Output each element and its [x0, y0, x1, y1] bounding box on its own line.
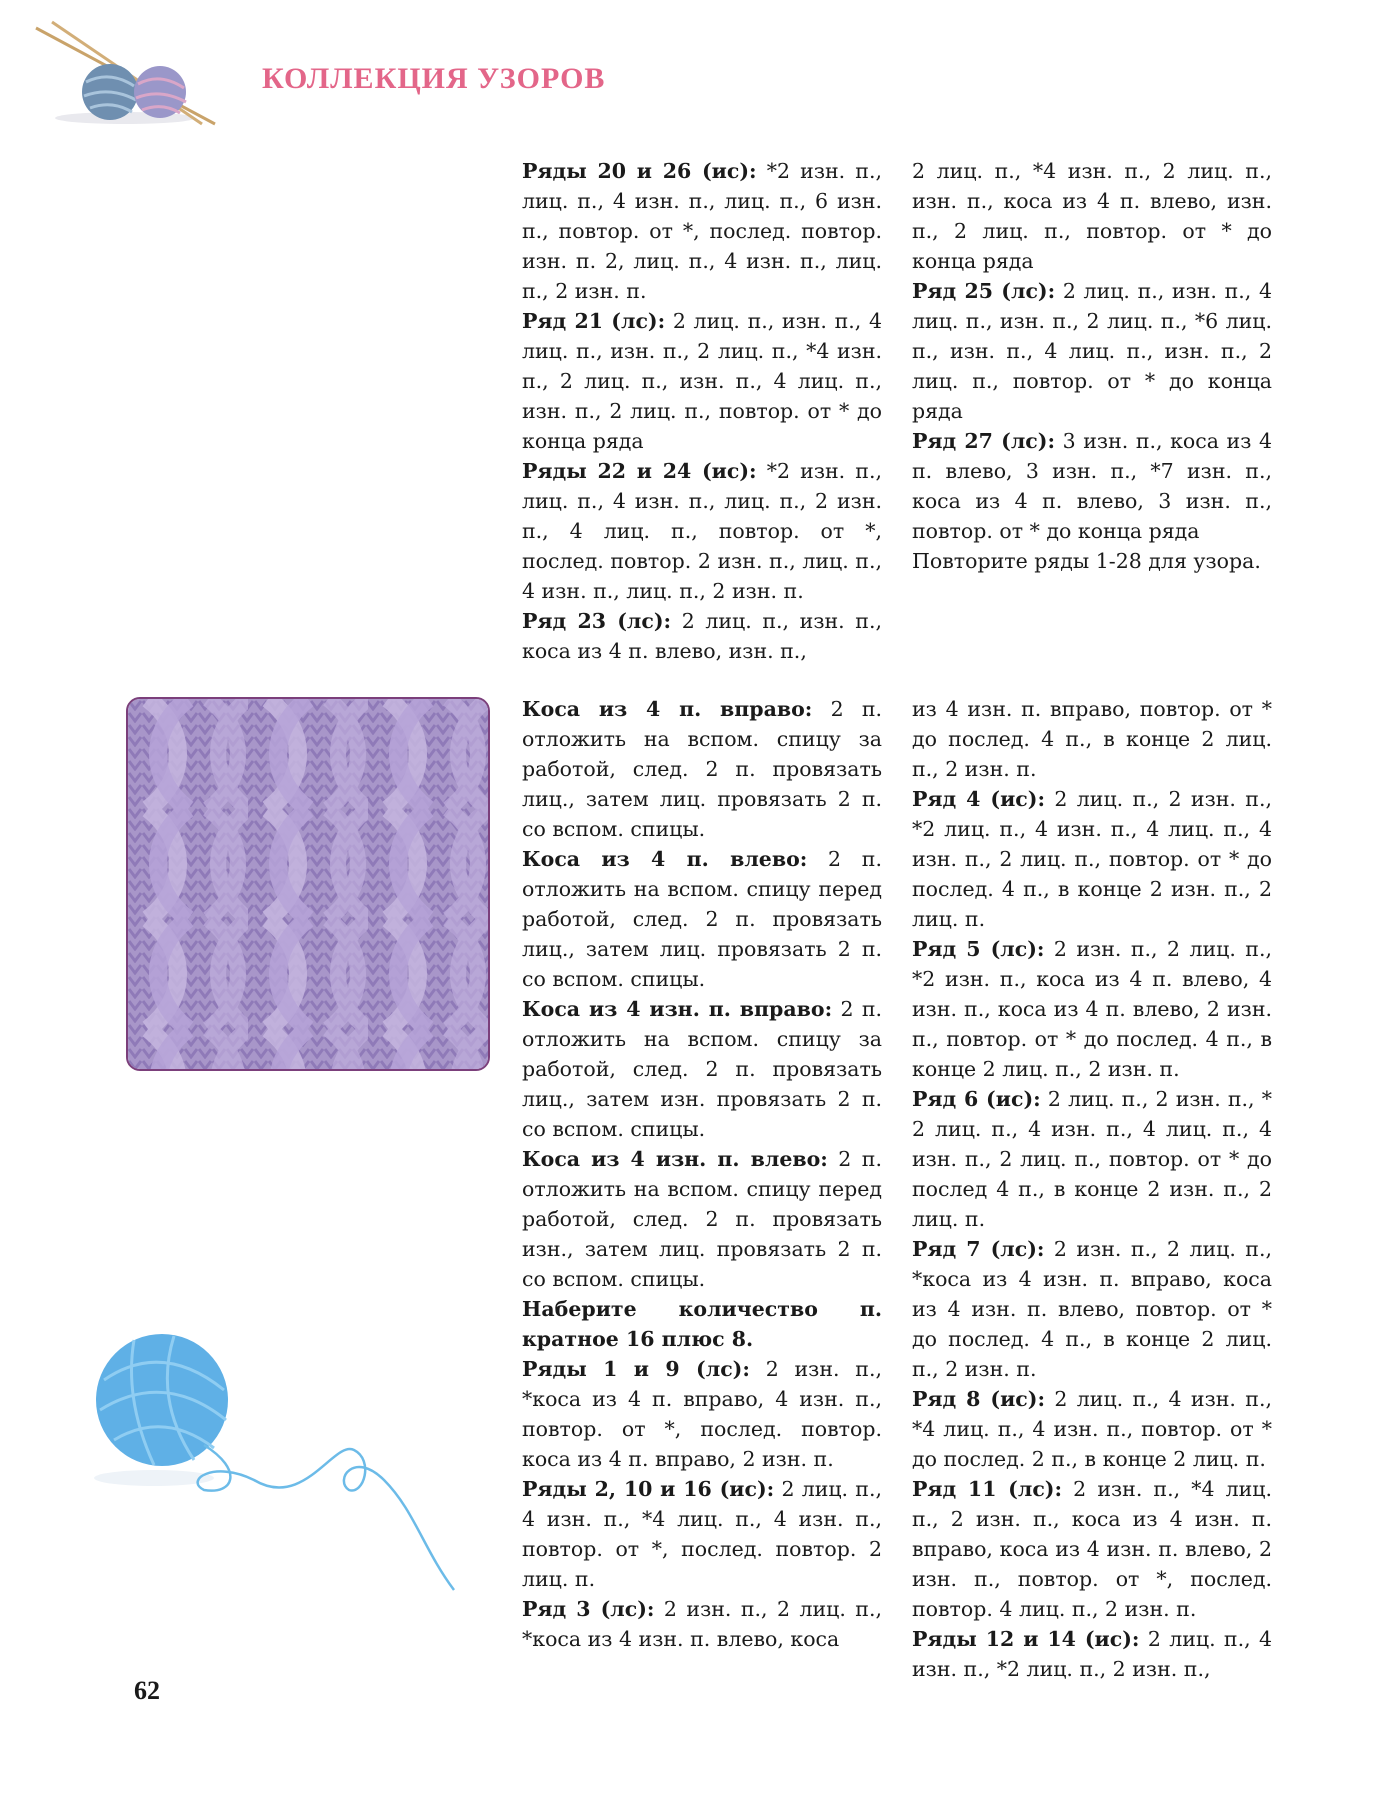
row-label: Коса из 4 п. вправо:	[522, 697, 813, 721]
row-label: Ряды 22 и 24 (ис):	[522, 459, 757, 483]
top-column-1	[522, 156, 882, 666]
row-label: Ряд 8 (ис):	[912, 1387, 1046, 1411]
paragraph	[912, 276, 1272, 426]
yarn-ball-icon	[84, 1320, 464, 1610]
row-text: 2 изн. п., *4 лиц. п., 2 изн. п., коса из 4 изн. п. вправо, коса из 4 изн. п. влево, 2 изн. п., повтор. от *, послед. повтор. 4 лиц. п., 2 изн. п.	[912, 1477, 1272, 1621]
paragraph	[912, 1384, 1272, 1474]
paragraph	[522, 1294, 882, 1354]
row-text: 2 лиц. п., 4 изн. п., *4 лиц. п., 4 изн. п., повтор. от * до послед. 2 п., в конце 2 лиц. п.	[912, 1387, 1272, 1471]
row-label: Ряды 2, 10 и 16 (ис):	[522, 1477, 775, 1501]
bottom-column-2	[912, 694, 1272, 1684]
row-label: Ряд 21 (лс):	[522, 309, 666, 333]
row-label: Ряд 11 (лс):	[912, 1477, 1063, 1501]
row-text: 2 изн. п., 2 лиц. п., *коса из 4 изн. п. вправо, коса из 4 изн. п. влево, повтор. от * до послед. 4 п., в конце 2 лиц. п., 2 изн. п.	[912, 1237, 1272, 1381]
paragraph	[912, 426, 1272, 546]
row-text: *2 изн. п., лиц. п., 4 изн. п., лиц. п., 6 изн. п., повтор. от *, послед. повтор. изн. п. 2, лиц. п., 4 изн. п., лиц. п., 2 изн. п.	[522, 159, 882, 303]
row-text: 2 изн. п., *коса из 4 п. вправо, 4 изн. п., повтор. от *, послед. повтор. коса из 4 п. вправо, 2 изн. п.	[522, 1357, 883, 1471]
paragraph	[522, 1144, 882, 1294]
paragraph	[912, 1474, 1272, 1624]
row-text: 2 изн. п., 2 лиц. п., *коса из 4 изн. п. влево, коса	[522, 1597, 882, 1651]
paragraph	[522, 1354, 882, 1474]
paragraph	[522, 994, 882, 1144]
paragraph	[912, 1234, 1272, 1384]
row-label: Ряд 23 (лс):	[522, 609, 672, 633]
paragraph	[912, 694, 1272, 784]
paragraph	[912, 1624, 1272, 1684]
row-label: Ряды 12 и 14 (ис):	[912, 1627, 1140, 1651]
paragraph	[522, 1474, 882, 1594]
row-text: 2 п. отложить на вспом. спицу за работой, след. 2 п. провязать лиц., затем изн. провязать 2 п. со вспом. спицы.	[522, 997, 882, 1141]
row-text: из 4 изн. п. вправо, повтор. от * до послед. 4 п., в конце 2 лиц. п., 2 изн. п.	[912, 697, 1272, 781]
row-text: 2 лиц. п., 2 изн. п., *2 лиц. п., 4 изн. п., 4 лиц. п., 4 изн. п., 2 лиц. п., повтор. от * до послед. 4 п., в конце 2 изн. п., 2 лиц. п.	[912, 787, 1272, 931]
row-text: *2 изн. п., лиц. п., 4 изн. п., лиц. п., 2 изн. п., 4 лиц. п., повтор. от *, послед. повтор. 2 изн. п., лиц. п., 4 изн. п., лиц. п., 2 изн. п.	[522, 459, 882, 603]
paragraph	[912, 1084, 1272, 1234]
row-label: Ряд 4 (ис):	[912, 787, 1046, 811]
page-title: КОЛЛЕКЦИЯ УЗОРОВ	[262, 62, 606, 95]
row-label: Ряды 1 и 9 (лс):	[522, 1357, 750, 1381]
row-text: 2 лиц. п., изн. п., 4 лиц. п., изн. п., 2 лиц. п., *6 лиц. п., изн. п., 4 лиц. п., изн. п., 2 лиц. п., повтор. от * до конца ряда	[912, 279, 1272, 423]
row-text: 2 п. отложить на вспом. спицу за работой, след. 2 п. провязать лиц., затем лиц. провязать 2 п. со вспом. спицы.	[522, 697, 882, 841]
row-text: 2 п. отложить на вспом. спицу перед работой, след. 2 п. провязать изн., затем лиц. провязать 2 п. со вспом. спицы.	[522, 1147, 882, 1291]
row-label: Ряд 3 (лс):	[522, 1597, 655, 1621]
row-label: Коса из 4 изн. п. влево:	[522, 1147, 828, 1171]
knit-swatch-image	[126, 697, 490, 1071]
row-label: Ряд 6 (ис):	[912, 1087, 1041, 1111]
paragraph	[912, 546, 1272, 576]
row-text: 2 лиц. п., *4 изн. п., 2 лиц. п., изн. п., коса из 4 п. влево, изн. п., 2 лиц. п., повтор. от * до конца ряда	[912, 159, 1272, 273]
row-text: 2 лиц. п., изн. п., 4 лиц. п., изн. п., 2 лиц. п., *4 изн. п., 2 лиц. п., изн. п., 4 лиц. п., изн. п., 2 лиц. п., повтор. от * до конца ряда	[522, 309, 882, 453]
paragraph	[522, 1594, 882, 1654]
row-text: 2 п. отложить на вспом. спицу перед работой, след. 2 п. провязать лиц., затем лиц. провязать 2 п. со вспом. спицы.	[522, 847, 882, 991]
paragraph	[912, 784, 1272, 934]
row-text: 2 лиц. п., изн. п., коса из 4 п. влево, изн. п.,	[522, 609, 882, 663]
row-label: Наберите количество п. кратное 16 плюс 8.	[522, 1297, 882, 1351]
paragraph	[912, 156, 1272, 276]
row-label: Ряды 20 и 26 (ис):	[522, 159, 757, 183]
row-text: 2 лиц. п., 4 изн. п., *2 лиц. п., 2 изн. п.,	[912, 1627, 1272, 1681]
top-column-2	[912, 156, 1272, 576]
paragraph	[522, 694, 882, 844]
paragraph	[522, 844, 882, 994]
row-text: 3 изн. п., коса из 4 п. влево, 3 изн. п., *7 изн. п., коса из 4 п. влево, 3 изн. п., повтор. от * до конца ряда	[912, 429, 1272, 543]
bottom-column-1	[522, 694, 882, 1654]
paragraph	[522, 606, 882, 666]
paragraph	[522, 156, 882, 306]
paragraph	[522, 456, 882, 606]
row-text: 2 изн. п., 2 лиц. п., *2 изн. п., коса из 4 п. влево, 4 изн. п., коса из 4 п. влево, 2 изн. п., повтор. от * до послед. 4 п., в конце 2 лиц. п., 2 изн. п.	[912, 937, 1272, 1081]
yarn-needles-icon	[30, 20, 230, 130]
row-text: 2 лиц. п., 2 изн. п., * 2 лиц. п., 4 изн. п., 4 лиц. п., 4 изн. п., 2 лиц. п., повтор. от * до послед 4 п., в конце 2 изн. п., 2 лиц. п.	[912, 1087, 1272, 1231]
row-label: Коса из 4 п. влево:	[522, 847, 808, 871]
row-text: Повторите ряды 1-28 для узора.	[912, 549, 1261, 573]
page-number: 62	[134, 1676, 160, 1705]
row-label: Коса из 4 изн. п. вправо:	[522, 997, 833, 1021]
row-label: Ряд 27 (лс):	[912, 429, 1056, 453]
paragraph	[522, 306, 882, 456]
row-label: Ряд 7 (лс):	[912, 1237, 1045, 1261]
row-label: Ряд 5 (лс):	[912, 937, 1045, 961]
row-label: Ряд 25 (лс):	[912, 279, 1056, 303]
row-text: 2 лиц. п., 4 изн. п., *4 лиц. п., 4 изн. п., повтор. от *, послед. повтор. 2 лиц. п.	[522, 1477, 882, 1591]
paragraph	[912, 934, 1272, 1084]
